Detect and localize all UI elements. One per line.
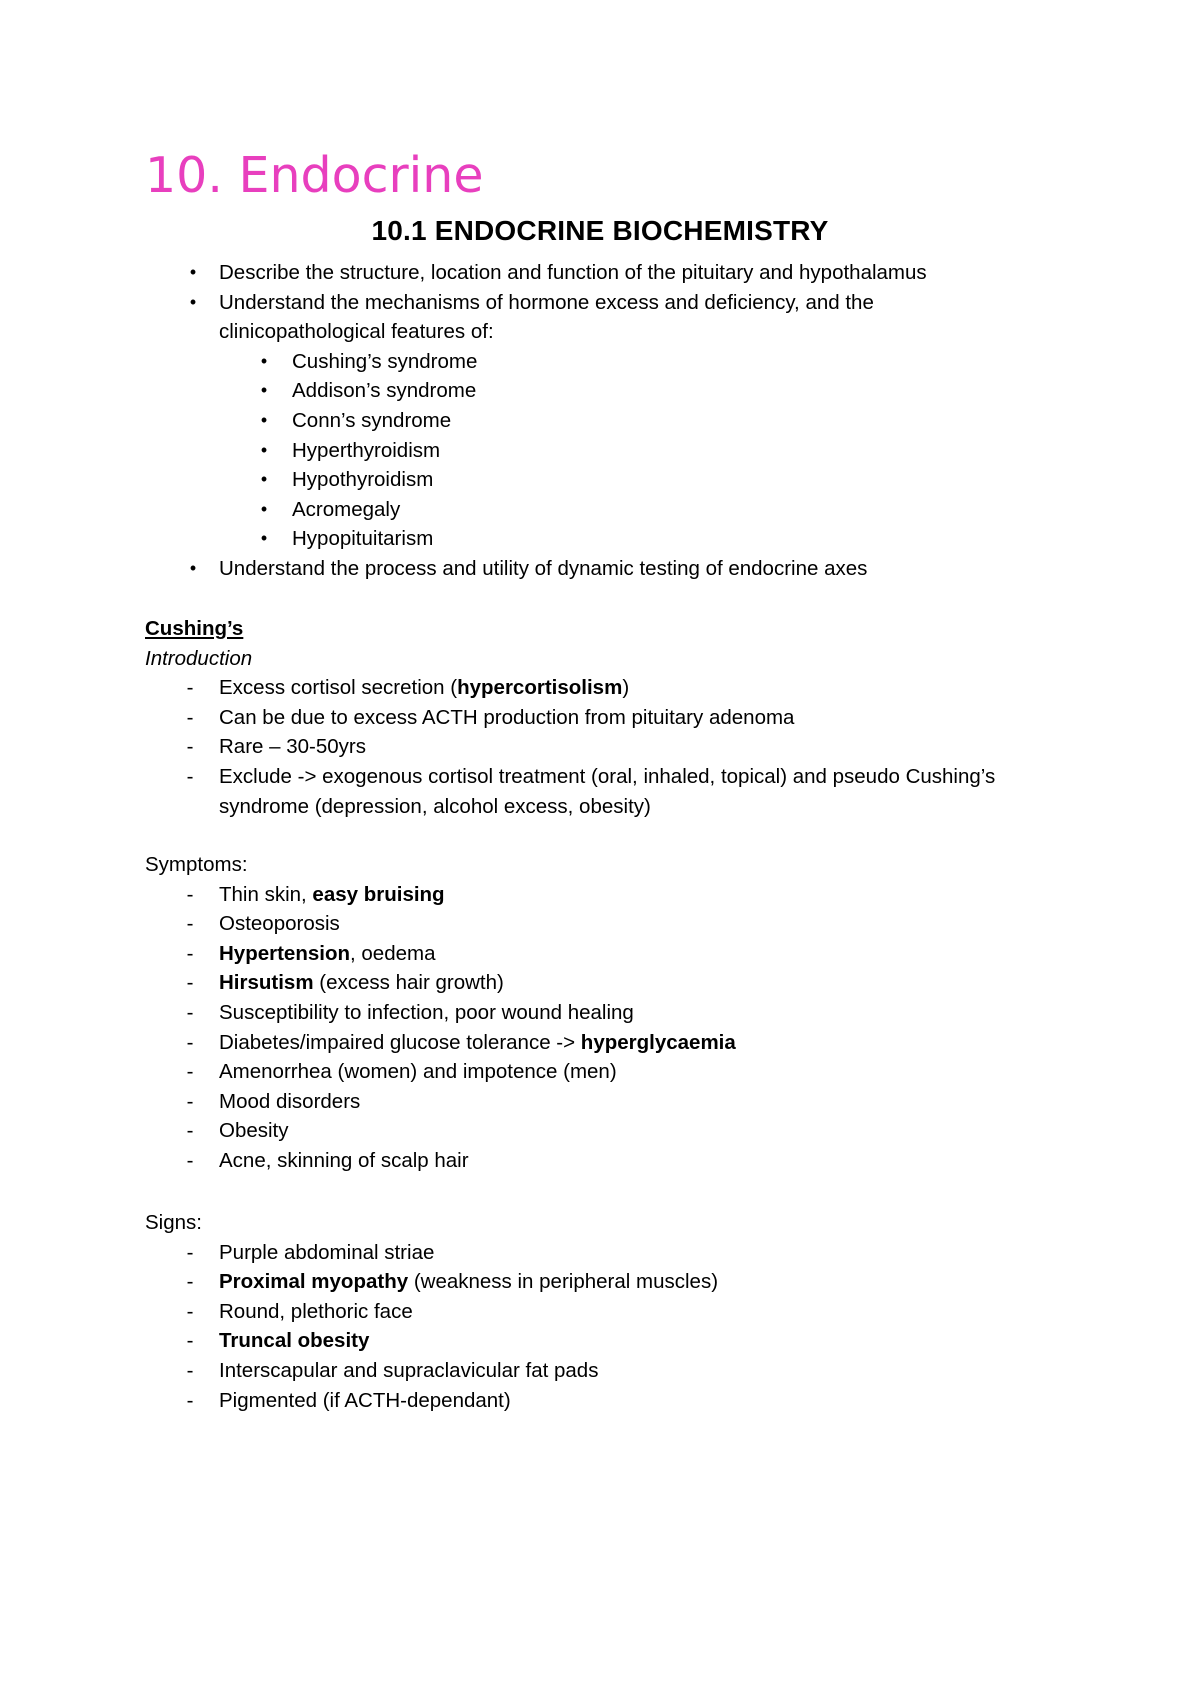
objective-text: Understand the process and utility of dynamic testing of endocrine axes [219,556,868,580]
list-item [0,1146,1200,1176]
intro-text: Rare – 30-50yrs [219,735,366,759]
sign-text: Purple abdominal striae [219,1240,435,1264]
list-item [0,1116,1200,1146]
objective-text: Understand the mechanisms of hormone excess and deficiency, and the [219,290,874,314]
feature-text: Hyperthyroidism [292,438,441,462]
symptom-text: Osteoporosis [219,912,340,936]
feature-item [0,406,1200,436]
list-item-continuation [0,317,1200,347]
symptom-text [219,968,504,998]
bullet-marker: • [260,528,268,549]
list-item [0,258,1200,288]
sign-text: Round, plethoric face [219,1299,413,1323]
text-run: Excess cortisol secretion ( [219,676,458,700]
list-item [0,1238,1200,1268]
feature-text: Hypothyroidism [292,468,434,492]
list-item [0,1356,1200,1386]
list-item [0,880,1200,910]
bold-term: Hypertension [219,941,350,965]
text-run: (weakness in peripheral muscles) [408,1270,719,1294]
text-run: ) [622,676,630,700]
sign-text: Pigmented (if ACTH-dependant) [219,1388,511,1412]
signs-section [0,1208,1200,1415]
symptom-text: Susceptibility to infection, poor wound healing [219,1000,634,1024]
objectives-list [0,258,1200,584]
list-item [0,939,1200,969]
dash-marker: - [186,1299,194,1323]
list-item [0,732,1200,762]
dash-marker: - [186,1329,194,1353]
list-item [0,1028,1200,1058]
feature-item [0,465,1200,495]
objective-text: clinicopathological features of: [219,320,494,344]
symptom-text [219,939,435,969]
list-item [0,1297,1200,1327]
symptom-text: Amenorrhea (women) and impotence (men) [219,1060,617,1084]
list-item [0,703,1200,733]
list-item [0,998,1200,1028]
sign-text: Interscapular and supraclavicular fat pads [219,1358,599,1382]
list-item [0,762,1200,792]
list-item [0,909,1200,939]
list-item [0,1057,1200,1087]
dash-marker: - [186,676,194,700]
bold-term: Proximal myopathy [219,1270,409,1294]
feature-item [0,495,1200,525]
signs-label: Signs: [145,1211,202,1234]
intro-label: Introduction [145,646,253,670]
intro-text [219,673,629,703]
symptom-text [219,880,445,910]
text-run: (excess hair growth) [313,971,504,995]
symptoms-label: Symptoms: [145,853,248,876]
list-item [0,968,1200,998]
bullet-marker: • [260,409,268,430]
dash-marker: - [186,1148,194,1172]
dash-marker: - [186,1000,194,1024]
bullet-marker: • [260,350,268,371]
list-item [0,554,1200,584]
feature-item [0,347,1200,377]
bold-term: Hirsutism [219,971,314,995]
bullet-marker: • [260,380,268,401]
dash-marker: - [186,1388,194,1412]
bold-term: easy bruising [312,882,445,906]
signs-label-line [0,1208,1200,1238]
symptom-text: Mood disorders [219,1089,361,1113]
cushings-section [0,614,1200,821]
section-title: 10.1 ENDOCRINE BIOCHEMISTRY [371,215,829,246]
bullet-marker: • [189,557,197,578]
dash-marker: - [186,941,194,965]
list-item [0,288,1200,318]
bullet-marker: • [260,439,268,460]
bold-term: Truncal obesity [219,1329,370,1353]
symptoms-label-line [0,850,1200,880]
intro-text: Can be due to excess ACTH production from pituitary adenoma [219,705,795,729]
symptom-text [219,1028,736,1058]
dash-marker: - [186,1030,194,1054]
bold-term: hyperglycaemia [580,1030,736,1054]
feature-item [0,524,1200,554]
dash-marker: - [186,1060,194,1084]
list-item-continuation [0,792,1200,822]
bold-term: hypercortisolism [457,676,623,700]
dash-marker: - [186,1240,194,1264]
text-run: Diabetes/impaired glucose tolerance -> [219,1030,581,1054]
dash-marker: - [186,705,194,729]
cushings-heading-line [0,614,1200,644]
dash-marker: - [186,1089,194,1113]
sign-text [219,1267,718,1297]
feature-item [0,436,1200,466]
feature-text: Hypopituitarism [292,527,434,551]
feature-text: Acromegaly [292,497,401,521]
dash-marker: - [186,1358,194,1382]
bullet-marker: • [260,469,268,490]
dash-marker: - [186,1270,194,1294]
list-item [0,673,1200,703]
symptom-text: Obesity [219,1119,289,1143]
feature-text: Addison’s syndrome [292,379,477,403]
bullet-marker: • [189,262,197,282]
bullet-marker: • [189,291,197,312]
dash-marker: - [186,735,194,759]
feature-item [0,376,1200,406]
chapter-title: 10. Endocrine [145,147,484,204]
objective-text: Describe the structure, location and function of the pituitary and hypothalamus [219,261,927,284]
list-item [0,1326,1200,1356]
intro-label-line [0,644,1200,674]
feature-text: Conn’s syndrome [292,408,452,432]
cushings-heading: Cushing’s [145,617,244,640]
list-item [0,1267,1200,1297]
symptoms-section [0,850,1200,1176]
dash-marker: - [186,912,194,936]
list-item [0,1087,1200,1117]
dash-marker: - [186,971,194,995]
sign-text [219,1326,369,1356]
list-item [0,1386,1200,1416]
bullet-marker: • [260,498,268,519]
text-run: , oedema [350,941,436,965]
feature-text: Cushing’s syndrome [292,349,478,373]
dash-marker: - [186,764,194,788]
intro-text: Exclude -> exogenous cortisol treatment (oral, inhaled, topical) and pseudo Cushing’s [219,764,996,788]
dash-marker: - [186,882,194,906]
dash-marker: - [186,1119,194,1143]
text-run: Thin skin, [219,882,313,906]
symptom-text: Acne, skinning of scalp hair [219,1148,469,1172]
intro-text: syndrome (depression, alcohol excess, obesity) [219,794,651,818]
